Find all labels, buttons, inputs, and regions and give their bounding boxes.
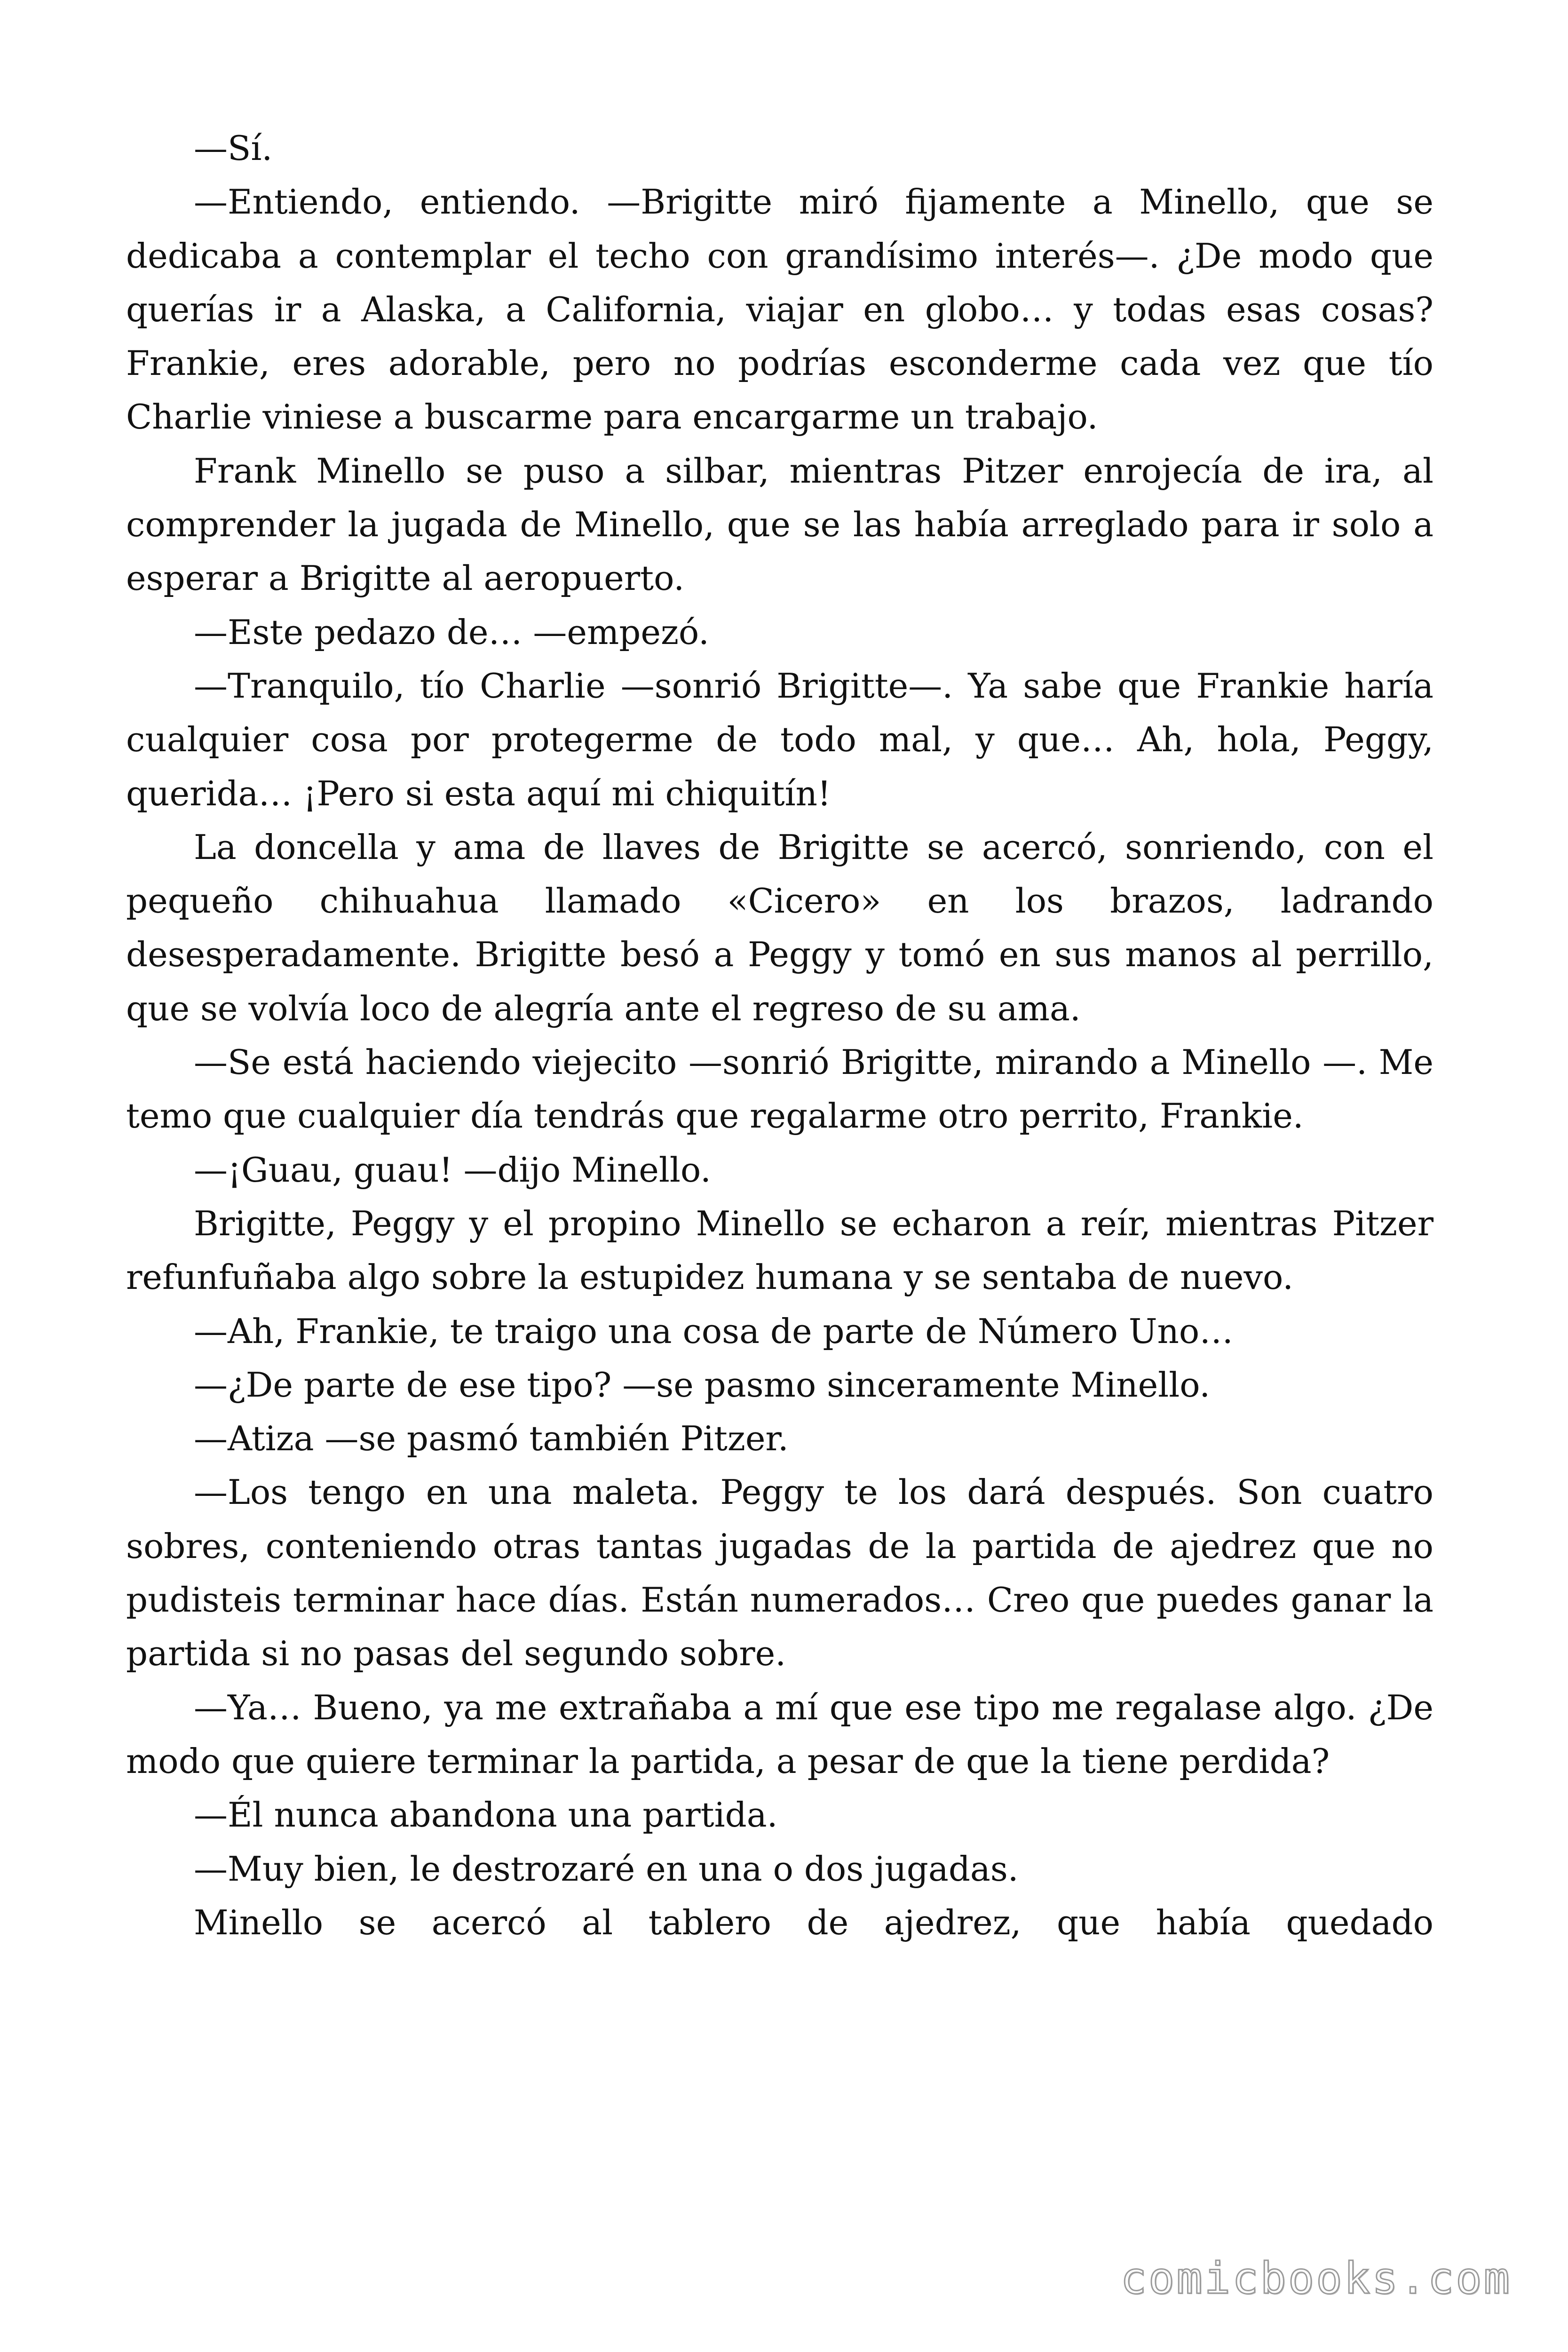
paragraph: —Los tengo en una maleta. Peggy te los dará después. Son cuatro sobres, conteniendo otras tantas jugadas de la partida de ajedrez que no pudisteis terminar hace días. Están numerados… Creo que puedes ganar la partida si no pasas del segundo sobre. <box>126 1472 1433 1674</box>
paragraph: —¡Guau, guau! —dijo Minello. <box>194 1150 711 1190</box>
paragraph: —Ah, Frankie, te traigo una cosa de parte de Número Uno… <box>194 1311 1234 1351</box>
paragraph: Brigitte, Peggy y el propino Minello se echaron a reír, mientras Pitzer refunfuñaba algo sobre la estupidez humana y se sentaba de nuevo. <box>126 1203 1433 1297</box>
text-block <box>126 121 1433 1949</box>
paragraph: —Muy bien, le destrozaré en una o dos jugadas. <box>194 1849 1019 1889</box>
paragraph: —Se está haciendo viejecito —sonrió Brigitte, mirando a Minello —. Me temo que cualquier día tendrás que regalarme otro perrito, Frankie. <box>126 1042 1433 1136</box>
paragraph: —Él nunca abandona una partida. <box>194 1795 778 1835</box>
paragraph: —Atiza —se pasmó también Pitzer. <box>194 1419 789 1459</box>
paragraph: —Este pedazo de… —empezó. <box>194 612 709 652</box>
paragraph-continued: Minello se acercó al tablero de ajedrez, que había quedado <box>194 1902 1433 1942</box>
paragraph: —Tranquilo, tío Charlie —sonrió Brigitte—. Ya sabe que Frankie haría cualquier cosa por protegerme de todo mal, y que… Ah, hola, Peggy, querida… ¡Pero si esta aquí mi chiquitín! <box>126 666 1433 813</box>
watermark: comicbooks.com <box>1120 2253 1512 2304</box>
paragraph: Frank Minello se puso a silbar, mientras Pitzer enrojecía de ira, al comprender la jugada de Minello, que se las había arreglado para ir solo a esperar a Brigitte al aeropuerto. <box>126 451 1433 598</box>
paragraph: —Sí. <box>194 128 273 168</box>
paragraph: La doncella y ama de llaves de Brigitte se acercó, sonriendo, con el pequeño chihuahua llamado «Cicero» en los brazos, ladrando desesperadamente. Brigitte besó a Peggy y tomó en sus manos al perrillo, que se volvía loco de alegría ante el regreso de su ama. <box>126 827 1433 1028</box>
paragraph: —Entiendo, entiendo. —Brigitte miró fijamente a Minello, que se dedicaba a contemplar el techo con grandísimo interés—. ¿De modo que querías ir a Alaska, a California, viajar en globo… y todas esas cosas? Frankie, eres adorable, pero no podrías esconderme cada vez que tío Charlie viniese a buscarme para encargarme un trabajo. <box>126 182 1433 437</box>
paragraph: —¿De parte de ese tipo? —se pasmo sinceramente Minello. <box>194 1365 1211 1405</box>
paragraph: —Ya… Bueno, ya me extrañaba a mí que ese tipo me regalase algo. ¿De modo que quiere terminar la partida, a pesar de que la tiene perdida? <box>126 1687 1433 1781</box>
